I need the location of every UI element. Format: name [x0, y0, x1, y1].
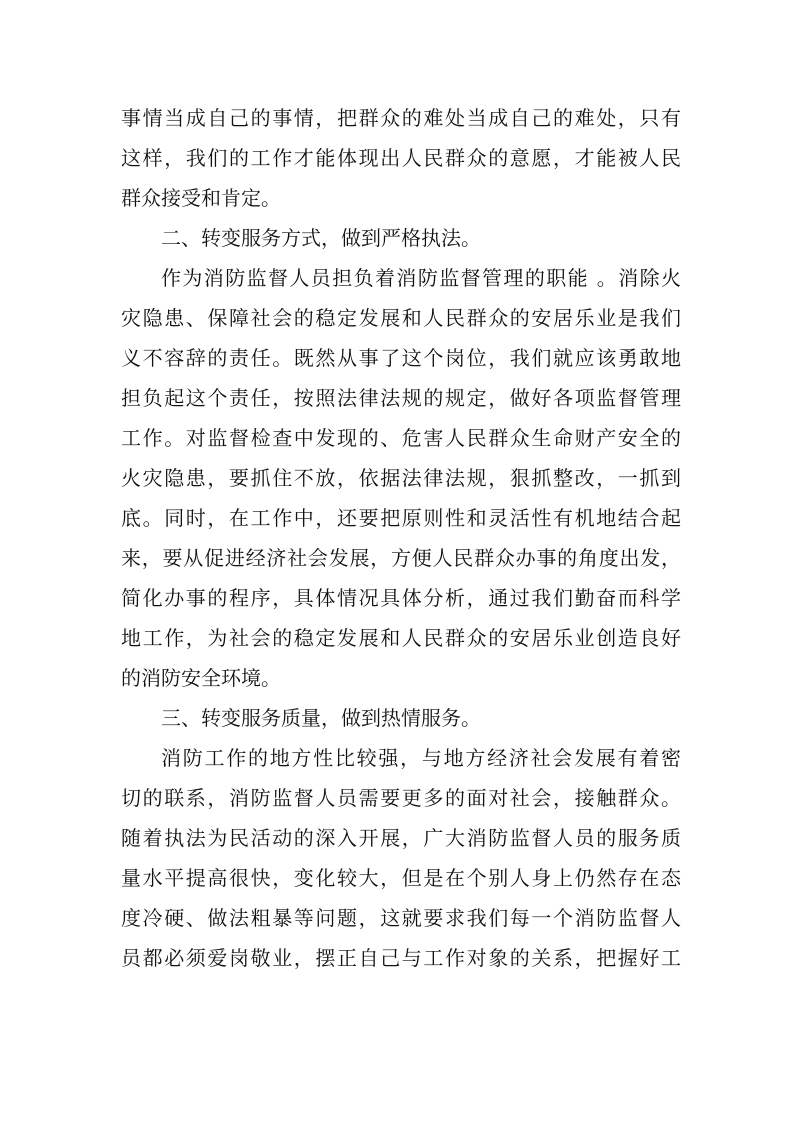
text-line: 地工作，为社会的稳定发展和人民群众的安居乐业创造良好 — [121, 626, 683, 650]
text-line: 度冷硬、做法粗暴等问题，这就要求我们每一个消防监督人 — [121, 906, 683, 930]
text-line: 切的联系，消防监督人员需要更多的面对社会，接触群众。 — [121, 786, 683, 810]
text-line: 随着执法为民活动的深入开展，广大消防监督人员的服务质 — [121, 826, 683, 850]
text-line: 这样，我们的工作才能体现出人民群众的意愿，才能被人民 — [121, 146, 683, 170]
text-line: 底。同时，在工作中，还要把原则性和灵活性有机地结合起 — [121, 506, 683, 530]
text-line: 员都必须爱岗敬业，摆正自己与工作对象的关系，把握好工 — [121, 946, 683, 970]
text-line: 担负起这个责任，按照法律法规的规定，做好各项监督管理 — [121, 386, 683, 410]
text-line: 工作。对监督检查中发现的、危害人民群众生命财产安全的 — [121, 426, 683, 450]
text-line: 量水平提高很快，变化较大，但是在个别人身上仍然存在态 — [121, 866, 683, 890]
text-line: 作为消防监督人员担负着消防监督管理的职能 。消除火 — [161, 266, 683, 290]
text-line: 的消防安全环境。 — [121, 666, 281, 690]
text-line: 消防工作的地方性比较强，与地方经济社会发展有着密 — [161, 746, 683, 770]
text-line: 来，要从促进经济社会发展，方便人民群众办事的角度出发， — [121, 546, 682, 570]
text-line: 群众接受和肯定。 — [121, 186, 281, 210]
text-line: 火灾隐患，要抓住不放，依据法律法规，狠抓整改，一抓到 — [121, 466, 683, 490]
text-line: 三、转变服务质量，做到热情服务。 — [161, 706, 481, 730]
text-line: 义不容辞的责任。既然从事了这个岗位，我们就应该勇敢地 — [121, 346, 683, 370]
text-line: 事情当成自己的事情，把群众的难处当成自己的难处，只有 — [121, 106, 683, 130]
text-line: 简化办事的程序，具体情况具体分析，通过我们勤奋而科学 — [121, 586, 683, 610]
text-line: 灾隐患、保障社会的稳定发展和人民群众的安居乐业是我们 — [121, 306, 683, 330]
document-body — [121, 98, 681, 978]
text-line: 二、转变服务方式，做到严格执法。 — [161, 226, 481, 250]
